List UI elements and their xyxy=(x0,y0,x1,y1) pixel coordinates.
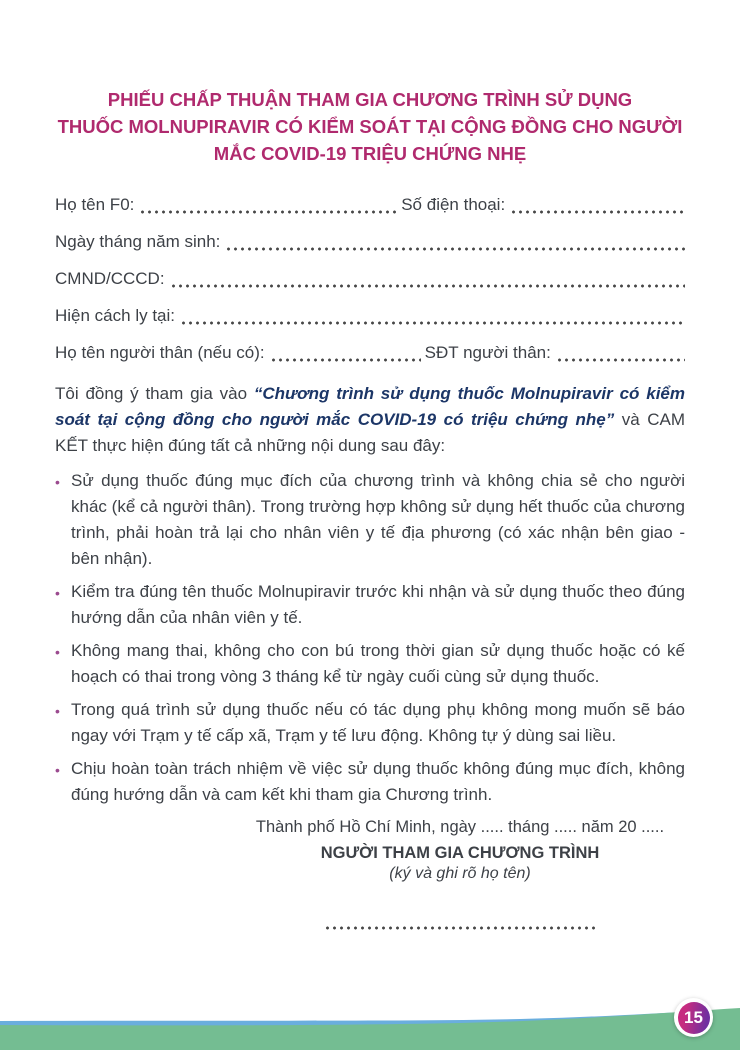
consent-suffix: và CAM KẾT thực hiện đúng tất cả những nội dung sau đây: xyxy=(55,410,685,455)
bullet-icon: • xyxy=(55,644,60,660)
form-row-name-phone xyxy=(55,195,685,217)
form-row-birthdate xyxy=(55,232,685,254)
field-label: CMND/CCCD: xyxy=(55,269,165,288)
field-ngay-thang-nam-sinh xyxy=(55,232,685,254)
page-number: 15 xyxy=(684,1007,703,1027)
field-label: Họ tên F0: xyxy=(55,195,135,214)
dotted-fill-line xyxy=(510,209,685,215)
list-item xyxy=(55,579,685,631)
commitment-text: Không mang thai, không cho con bú trong thời gian sử dụng thuốc hoặc có kế hoạch có thai trong vòng 3 tháng kể từ ngày cuối cùng sử dụng thuốc. xyxy=(71,641,685,686)
commitment-text: Trong quá trình sử dụng thuốc nếu có tác dụng phụ không mong muốn sẽ báo ngay với Trạm y tế cấp xã, Trạm y tế lưu động. Không tự ý dùng sai liều. xyxy=(71,700,685,745)
field-label: Hiện cách ly tại: xyxy=(55,306,175,325)
form-row-relative xyxy=(55,343,685,365)
consent-statement xyxy=(55,381,685,459)
bullet-icon: • xyxy=(55,474,60,490)
page-title xyxy=(55,0,685,167)
dotted-fill-line xyxy=(180,320,685,326)
signer-title: NGƯỜI THAM GIA CHƯƠNG TRÌNH xyxy=(320,844,600,862)
signer-note: (ký và ghi rõ họ tên) xyxy=(389,865,531,882)
field-cmnd-cccd xyxy=(55,269,685,291)
dotted-fill-line xyxy=(225,246,685,252)
field-label: Ngày tháng năm sinh: xyxy=(55,232,221,251)
title-line-1: PHIẾU CHẤP THUẬN THAM GIA CHƯƠNG TRÌNH SỬ DỤNG xyxy=(107,89,633,110)
page-number-badge xyxy=(674,998,713,1037)
consent-prefix: Tôi đồng ý tham gia vào xyxy=(55,384,254,403)
field-label: Họ tên người thân (nếu có): xyxy=(55,343,265,362)
field-hien-cach-ly-tai xyxy=(55,306,685,328)
field-ho-ten-nguoi-than xyxy=(55,343,425,365)
list-item xyxy=(55,697,685,749)
field-label: Số điện thoại: xyxy=(401,195,506,214)
wave-green-band xyxy=(0,1008,740,1050)
commitments-list xyxy=(55,468,685,808)
form-fields xyxy=(55,195,685,365)
list-item xyxy=(55,638,685,690)
page-content xyxy=(55,0,685,931)
program-name: “Chương trình sử dụng thuốc Molnupiravir có kiểm soát tại cộng đồng cho người mắc COVID-19 có triệu chứng nhẹ” xyxy=(55,384,685,429)
bullet-icon: • xyxy=(55,762,60,778)
commitment-text: Sử dụng thuốc đúng mục đích của chương trình và không chia sẻ cho người khác (kể cả người thân). Trong trường hợp không sử dụng hết thuốc của chương trình, phải hoàn trả lại cho nhân viên y tế địa phương (có xác nhận bên giao - bên nhận). xyxy=(71,471,685,568)
form-row-id-number xyxy=(55,269,685,291)
field-sdt-nguoi-than xyxy=(425,343,685,365)
commitment-text: Kiểm tra đúng tên thuốc Molnupiravir trước khi nhận và sử dụng thuốc theo đúng hướng dẫn của nhân viên y tế. xyxy=(71,582,685,627)
title-line-2: THUỐC MOLNUPIRAVIR CÓ KIỂM SOÁT TẠI CỘNG ĐỒNG CHO NGƯỜI xyxy=(57,116,683,137)
list-item xyxy=(55,756,685,808)
signature-date-line: Thành phố Hồ Chí Minh, ngày ..... tháng ..... năm 20 ..... xyxy=(255,818,665,836)
commitment-text: Chịu hoàn toàn trách nhiệm về việc sử dụng thuốc không đúng mục đích, không đúng hướng dẫn và cam kết khi tham gia Chương trình. xyxy=(71,759,685,804)
field-label: SĐT người thân: xyxy=(424,343,551,362)
bullet-icon: • xyxy=(55,585,60,601)
dotted-fill-line xyxy=(270,357,421,363)
dotted-fill-line xyxy=(556,357,685,363)
bullet-icon: • xyxy=(55,703,60,719)
signature-block xyxy=(230,818,690,931)
field-ho-ten-f0 xyxy=(55,195,401,217)
title-line-3: MẮC COVID-19 TRIỆU CHỨNG NHẸ xyxy=(213,143,527,164)
footer-wave xyxy=(0,1000,740,1050)
dotted-fill-line xyxy=(170,283,685,289)
signature-dotted-line xyxy=(324,925,596,931)
page-number-circle xyxy=(678,1002,710,1034)
list-item xyxy=(55,468,685,572)
field-so-dien-thoai xyxy=(401,195,685,217)
dotted-fill-line xyxy=(139,209,397,215)
form-row-isolation-place xyxy=(55,306,685,328)
